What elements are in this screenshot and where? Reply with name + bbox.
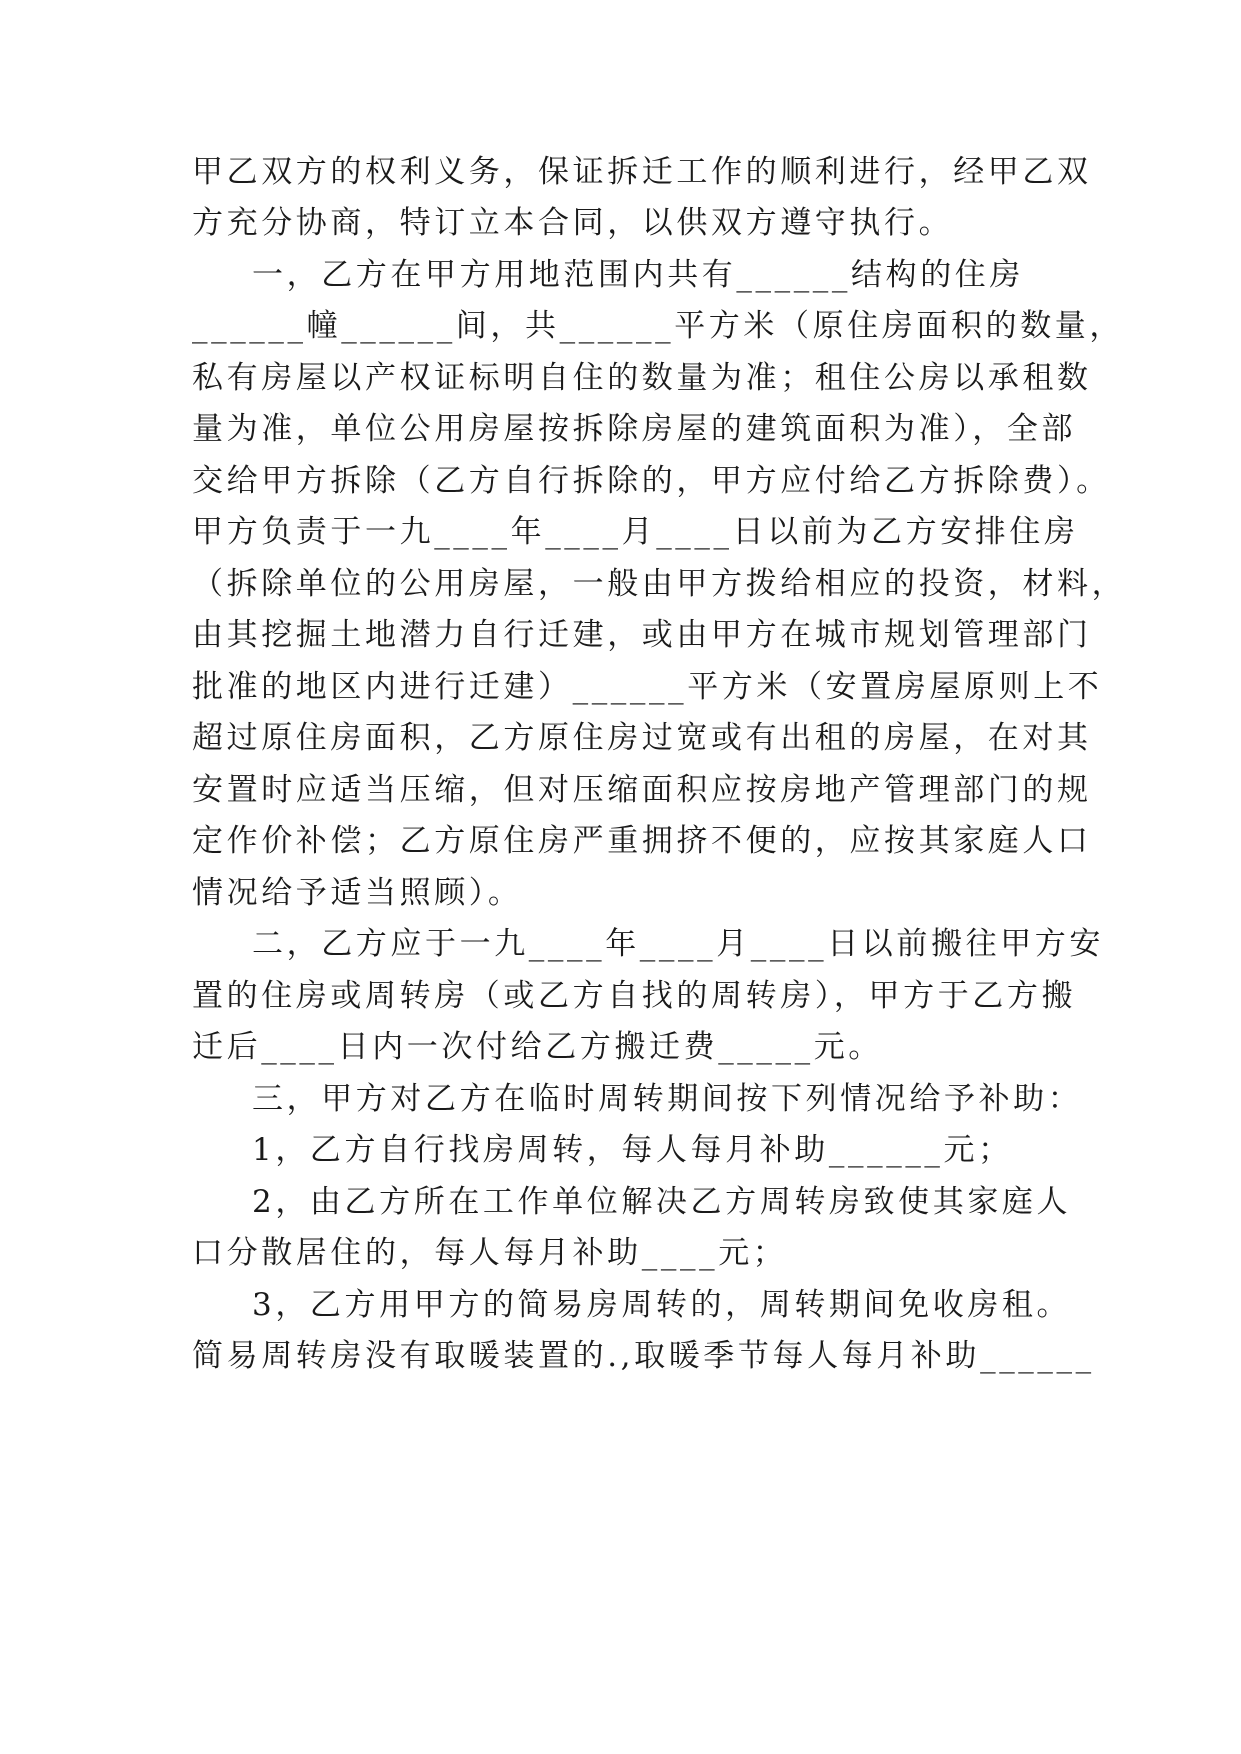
text-line: 口分散居住的，每人每月补助____元； [192,1235,788,1271]
clause-3-heading: 三，甲方对乙方在临时周转期间按下列情况给予补助： [252,1081,1083,1117]
text-line: 甲方负责于一九____年____月____日以前为乙方安排住房 [192,514,1079,550]
text-line: 方充分协商，特订立本合同，以供双方遵守执行。 [192,205,954,241]
text-line: （拆除单位的公用房屋，一般由甲方拨给相应的投资，材料， [192,566,1127,602]
text-line: ______幢______间，共______平方米（原住房面积的数量， [192,308,1124,344]
text-line: 量为准，单位公用房屋按拆除房屋的建筑面积为准），全部 [192,411,1077,447]
sub-item-1: 1，乙方自行找房周转，每人每月补助______元； [252,1132,1013,1168]
text-line: 定作价补偿；乙方原住房严重拥挤不便的，应按其家庭人口 [192,823,1092,859]
text-line: 交给甲方拆除（乙方自行拆除的，甲方应付给乙方拆除费）。 [192,463,1111,499]
clause-2-heading: 二，乙方应于一九____年____月____日以前搬往甲方安 [252,926,1104,962]
text-line: 简易周转房没有取暖装置的.,取暖季节每人每月补助______ [192,1338,1095,1374]
clause-1-heading: 一，乙方在甲方用地范围内共有______结构的住房 [252,257,1024,293]
sub-item-3: 3，乙方用甲方的简易房周转的，周转期间免收房租。 [252,1287,1072,1323]
text-line: 迁后____日内一次付给乙方搬迁费_____元。 [192,1029,883,1065]
text-line: 批准的地区内进行迁建）______平方米（安置房屋原则上不 [192,669,1103,705]
text-line: 安置时应适当压缩，但对压缩面积应按房地产管理部门的规 [192,772,1092,808]
text-line: 甲乙双方的权利义务，保证拆迁工作的顺利进行，经甲乙双 [192,154,1092,190]
text-line: 私有房屋以产权证标明自住的数量为准；租住公房以承租数 [192,360,1092,396]
sub-item-2: 2，由乙方所在工作单位解决乙方周转房致使其家庭人 [252,1184,1072,1220]
text-line: 置的住房或周转房（或乙方自找的周转房），甲方于乙方搬 [192,978,1077,1014]
text-line: 超过原住房面积，乙方原住房过宽或有出租的房屋，在对其 [192,720,1092,756]
text-line: 情况给予适当照顾）。 [192,875,523,911]
text-line: 由其挖掘土地潜力自行迁建，或由甲方在城市规划管理部门 [192,617,1092,653]
